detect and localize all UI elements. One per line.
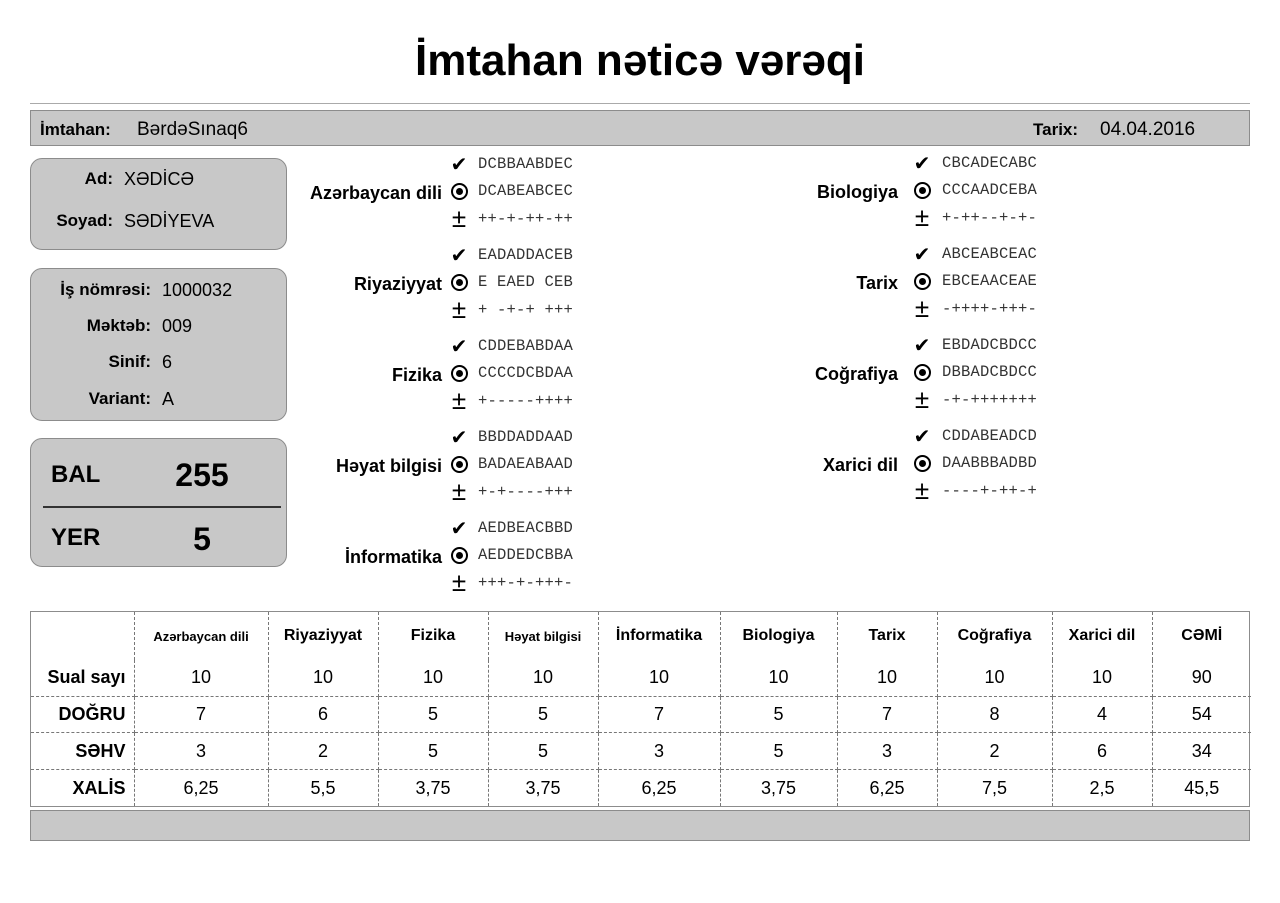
subject-name: Xarici dil — [822, 455, 898, 475]
subject-block — [0, 245, 1280, 335]
variant-label: Variant: — [88, 389, 151, 408]
subject-block — [0, 427, 1280, 517]
results-cell: 7 — [837, 696, 937, 733]
results-cell: 3,75 — [378, 770, 488, 806]
results-row — [31, 733, 1251, 770]
date-label: Tarix: — [1033, 120, 1079, 139]
work-no-value: 1000032 — [162, 280, 233, 300]
check-icon: ✔ — [913, 153, 931, 175]
subject-key: CBCADECABC — [942, 154, 1038, 172]
results-column-header: Coğrafiya — [937, 612, 1052, 660]
results-column-header: İnformatika — [598, 612, 720, 660]
results-cell: 10 — [720, 660, 837, 696]
class-label: Sinif: — [108, 352, 151, 371]
results-cell: 90 — [1152, 660, 1251, 696]
subject-marks: -+-+++++++ — [942, 391, 1038, 409]
subject-marks: +-+----+++ — [478, 483, 574, 501]
exam-label: İmtahan: — [40, 120, 111, 139]
results-column-header: Azərbaycan dili — [134, 612, 268, 660]
plus-minus-icon: ± — [451, 294, 467, 324]
results-cell: 6,25 — [837, 770, 937, 806]
bal-value: 255 — [175, 457, 229, 493]
bullseye-icon — [912, 362, 932, 384]
results-row-label: DOĞRU — [31, 696, 134, 733]
results-cell: 6,25 — [598, 770, 720, 806]
results-cell: 10 — [1052, 660, 1152, 696]
check-icon: ✔ — [450, 336, 468, 358]
subject-marks: + -+-+ +++ — [478, 301, 574, 319]
results-corner-cell — [31, 612, 134, 660]
results-row — [31, 696, 1251, 733]
results-cell: 5 — [488, 696, 598, 733]
results-cell: 7,5 — [937, 770, 1052, 806]
subject-answers: E EAED CEB — [478, 273, 574, 291]
subject-key: BBDDADDAAD — [478, 428, 574, 446]
results-cell: 3 — [837, 733, 937, 770]
check-icon: ✔ — [913, 244, 931, 266]
school-label: Məktəb: — [86, 316, 151, 335]
subject-marks: +++-+-+++- — [478, 574, 574, 592]
results-cell: 45,5 — [1184, 777, 1220, 798]
results-cell: 5 — [488, 733, 598, 770]
work-no-label: İş nömrəsi: — [60, 280, 151, 299]
results-cell: 5 — [720, 696, 837, 733]
results-cell: 34 — [1152, 733, 1251, 770]
name-label: Ad: — [84, 169, 113, 188]
bullseye-icon — [912, 271, 932, 293]
results-column-header: Fizika — [378, 612, 488, 660]
bullseye-icon — [912, 180, 932, 202]
plus-minus-icon: ± — [914, 475, 930, 505]
results-column-header: Tarix — [837, 612, 937, 660]
results-column-header: Xarici dil — [1052, 612, 1152, 660]
check-icon: ✔ — [450, 154, 468, 176]
results-cell: 2 — [937, 733, 1052, 770]
results-cell: 3 — [598, 733, 720, 770]
class-value: 6 — [162, 352, 173, 372]
yer-value: 5 — [193, 521, 211, 557]
results-cell: 5,5 — [268, 770, 378, 806]
results-cell: 7 — [598, 696, 720, 733]
bal-label: BAL — [51, 461, 101, 488]
check-icon: ✔ — [450, 245, 468, 267]
results-cell: 10 — [937, 660, 1052, 696]
results-cell: 2,5 — [1052, 770, 1152, 806]
name-value: XƏDİCƏ — [124, 169, 195, 189]
results-row-label: SƏHV — [31, 733, 134, 770]
results-cell: 54 — [1152, 696, 1251, 733]
results-cell: 10 — [268, 660, 378, 696]
results-table — [30, 611, 1250, 807]
results-cell: 10 — [837, 660, 937, 696]
plus-minus-icon: ± — [451, 385, 467, 415]
subject-key: EBDADCBDCC — [942, 336, 1038, 354]
surname-label: Soyad: — [56, 211, 113, 230]
plus-minus-icon: ± — [914, 384, 930, 414]
subject-block — [0, 154, 1280, 244]
results-header-row — [31, 612, 1251, 660]
plus-minus-icon: ± — [451, 203, 467, 233]
bullseye-icon — [912, 453, 932, 475]
subject-block — [0, 336, 1280, 426]
subject-key: DCBBAABDEC — [478, 155, 574, 173]
variant-value: A — [162, 389, 175, 409]
subject-key: ABCEABCEAC — [942, 245, 1038, 263]
results-row-label: Sual sayı — [31, 660, 134, 696]
results-row-label: XALİS — [31, 770, 134, 806]
subject-name: Fizika — [391, 365, 442, 385]
subject-marks: ----+-++-+ — [942, 482, 1038, 500]
results-cell: 2 — [268, 733, 378, 770]
plus-minus-icon: ± — [914, 293, 930, 323]
results-cell: 8 — [937, 696, 1052, 733]
check-icon: ✔ — [913, 335, 931, 357]
results-cell: 3 — [134, 733, 268, 770]
results-cell: 6 — [1052, 733, 1152, 770]
results-cell: 6,25 — [134, 770, 268, 806]
results-cell: 10 — [134, 660, 268, 696]
results-cell: 10 — [488, 660, 598, 696]
subject-answers: DBBADCBDCC — [942, 363, 1038, 381]
surname-value: SƏDİYEVA — [124, 211, 215, 231]
subject-block — [0, 519, 1280, 609]
plus-minus-icon: ± — [914, 202, 930, 232]
subject-key: AEDBEACBBD — [478, 519, 574, 537]
yer-label: YER — [51, 524, 101, 551]
subject-answers: CCCAADCEBA — [942, 181, 1038, 199]
subject-answers: DCABEABCEC — [478, 182, 574, 200]
subject-marks: ++-+-++-++ — [478, 210, 574, 228]
subject-key: CDDEBABDAA — [478, 337, 574, 355]
results-row — [31, 660, 1251, 696]
check-icon: ✔ — [913, 426, 931, 448]
check-icon: ✔ — [450, 427, 468, 449]
plus-minus-icon: ± — [451, 476, 467, 506]
subject-name: Azərbaycan dili — [309, 183, 442, 203]
subject-key: EADADDACEB — [478, 246, 574, 264]
subject-name: İnformatika — [344, 547, 442, 567]
plus-minus-icon: ± — [451, 567, 467, 597]
results-cell: 5 — [720, 733, 837, 770]
subject-answers: EBCEAACEAE — [942, 272, 1038, 290]
subject-marks: +-++--+-+- — [942, 209, 1038, 227]
bullseye-icon — [449, 545, 469, 567]
results-cell: 5 — [378, 696, 488, 733]
results-cell: 5 — [378, 733, 488, 770]
subject-answers: DAABBBADBD — [942, 454, 1038, 472]
results-cell: 3,75 — [720, 770, 837, 806]
subject-answers: CCCCDCBDAA — [478, 364, 574, 382]
results-row — [31, 770, 1251, 806]
results-column-header: Riyaziyyat — [268, 612, 378, 660]
results-column-header: Biologiya — [720, 612, 837, 660]
results-column-header: CƏMİ — [1181, 627, 1223, 644]
results-cell: 10 — [378, 660, 488, 696]
subject-name: Biologiya — [816, 182, 898, 202]
results-cell: 6 — [268, 696, 378, 733]
footer-bar — [30, 810, 1250, 841]
subject-name: Həyat bilgisi — [335, 456, 442, 476]
title-divider — [30, 103, 1250, 104]
school-value: 009 — [162, 316, 193, 336]
results-cell: 7 — [134, 696, 268, 733]
results-cell: 4 — [1052, 696, 1152, 733]
date-value: 04.04.2016 — [1100, 119, 1196, 140]
subject-key: CDDABEADCD — [942, 427, 1038, 445]
check-icon: ✔ — [450, 518, 468, 540]
subject-name: Coğrafiya — [814, 364, 898, 384]
results-column-header: Həyat bilgisi — [488, 612, 598, 660]
subject-answers: AEDDEDCBBA — [478, 546, 574, 564]
page-title: İmtahan nəticə vərəqi — [415, 36, 865, 85]
results-cell: 3,75 — [488, 770, 598, 806]
subject-marks: -++++-+++- — [942, 300, 1038, 318]
exam-header-bar — [30, 110, 1250, 146]
subject-marks: +-----++++ — [478, 392, 574, 410]
subject-name: Tarix — [856, 273, 898, 293]
exam-value: BərdəSınaq6 — [137, 119, 248, 140]
results-cell: 10 — [598, 660, 720, 696]
subject-answers: BADAEABAAD — [478, 455, 574, 473]
subject-name: Riyaziyyat — [353, 274, 442, 294]
